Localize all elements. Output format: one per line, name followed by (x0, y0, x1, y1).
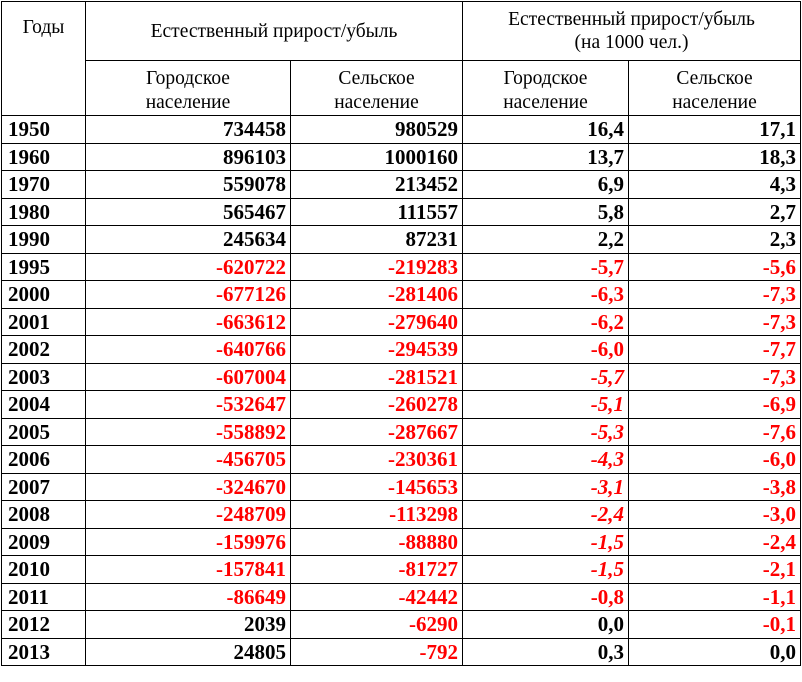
cell-rural-abs: -279640 (291, 308, 463, 336)
table-row (2, 143, 801, 171)
cell-rural-rate: -6,0 (629, 446, 801, 474)
cell-urban-rate: -4,3 (463, 446, 629, 474)
cell-urban-abs: -159976 (86, 528, 291, 556)
table-row (2, 418, 801, 446)
cell-rural-abs: -145653 (291, 473, 463, 501)
table-row (2, 611, 801, 639)
cell-rural-rate: -7,3 (629, 308, 801, 336)
cell-urban-rate: 5,8 (463, 198, 629, 226)
cell-urban-abs: 24805 (86, 638, 291, 666)
cell-urban-rate: 2,2 (463, 226, 629, 254)
cell-rural-rate: -5,6 (629, 253, 801, 281)
cell-urban-abs: 2039 (86, 611, 291, 639)
cell-year: 1990 (2, 226, 86, 254)
cell-year: 1960 (2, 143, 86, 171)
cell-year: 1970 (2, 171, 86, 199)
cell-rural-rate: -7,3 (629, 363, 801, 391)
cell-year: 2013 (2, 638, 86, 666)
cell-urban-rate: 6,9 (463, 171, 629, 199)
table-row (2, 281, 801, 309)
cell-rural-abs: -219283 (291, 253, 463, 281)
cell-urban-abs: -558892 (86, 418, 291, 446)
cell-rural-abs: -294539 (291, 336, 463, 364)
cell-rural-abs: -792 (291, 638, 463, 666)
cell-urban-rate: 13,7 (463, 143, 629, 171)
cell-year: 2008 (2, 501, 86, 529)
cell-urban-rate: -1,5 (463, 556, 629, 584)
table-row (2, 556, 801, 584)
rural-rate-header-line2: население (672, 92, 757, 113)
table-row (2, 528, 801, 556)
rural-rate-header-line1: Сельское (676, 68, 753, 89)
table-body (2, 116, 801, 666)
cell-rural-abs: -230361 (291, 446, 463, 474)
cell-urban-rate: -2,4 (463, 501, 629, 529)
cell-rural-rate: 18,3 (629, 143, 801, 171)
cell-year: 1950 (2, 116, 86, 144)
urban-rate-header-line2: население (503, 92, 588, 113)
table-row (2, 226, 801, 254)
cell-urban-abs: -248709 (86, 501, 291, 529)
cell-rural-rate: -2,4 (629, 528, 801, 556)
cell-year: 2001 (2, 308, 86, 336)
cell-urban-rate: -6,3 (463, 281, 629, 309)
cell-rural-rate: 0,0 (629, 638, 801, 666)
table-row (2, 253, 801, 281)
table-row (2, 336, 801, 364)
table-row (2, 198, 801, 226)
cell-rural-rate: -6,9 (629, 391, 801, 419)
natural-increase-table (1, 1, 801, 666)
cell-urban-abs: -324670 (86, 473, 291, 501)
cell-rural-rate: 2,3 (629, 226, 801, 254)
rate-group-header (463, 2, 801, 61)
cell-rural-rate: 17,1 (629, 116, 801, 144)
urban-abs-header (86, 61, 291, 116)
cell-rural-abs: 980529 (291, 116, 463, 144)
cell-urban-rate: 0,3 (463, 638, 629, 666)
cell-urban-rate: -5,7 (463, 363, 629, 391)
cell-urban-rate: -6,0 (463, 336, 629, 364)
cell-year: 2002 (2, 336, 86, 364)
cell-rural-abs: -81727 (291, 556, 463, 584)
urban-abs-header-line2: население (145, 92, 231, 113)
cell-urban-rate: -3,1 (463, 473, 629, 501)
cell-rural-rate: -3,8 (629, 473, 801, 501)
cell-rural-abs: -88880 (291, 528, 463, 556)
table-row (2, 583, 801, 611)
table-row (2, 308, 801, 336)
cell-year: 1980 (2, 198, 86, 226)
cell-rural-rate: -3,0 (629, 501, 801, 529)
rural-abs-header-line2: население (334, 92, 419, 113)
cell-rural-rate: 4,3 (629, 171, 801, 199)
cell-urban-abs: 734458 (86, 116, 291, 144)
cell-rural-abs: -113298 (291, 501, 463, 529)
cell-rural-abs: 111557 (291, 198, 463, 226)
cell-rural-rate: -2,1 (629, 556, 801, 584)
cell-rural-abs: -42442 (291, 583, 463, 611)
cell-rural-abs: 87231 (291, 226, 463, 254)
cell-urban-rate: -5,7 (463, 253, 629, 281)
cell-year: 2012 (2, 611, 86, 639)
table-row (2, 116, 801, 144)
table-row (2, 638, 801, 666)
cell-urban-rate: -1,5 (463, 528, 629, 556)
cell-rural-abs: -287667 (291, 418, 463, 446)
cell-urban-abs: 559078 (86, 171, 291, 199)
cell-year: 2004 (2, 391, 86, 419)
cell-urban-abs: -640766 (86, 336, 291, 364)
cell-year: 2003 (2, 363, 86, 391)
rate-group-header-line2: (на 1000 чел.) (574, 32, 689, 53)
rural-rate-header (629, 61, 801, 116)
cell-year: 2000 (2, 281, 86, 309)
cell-urban-rate: 0,0 (463, 611, 629, 639)
cell-urban-abs: -157841 (86, 556, 291, 584)
cell-urban-rate: 16,4 (463, 116, 629, 144)
cell-rural-abs: -6290 (291, 611, 463, 639)
cell-urban-abs: -532647 (86, 391, 291, 419)
cell-urban-rate: -5,1 (463, 391, 629, 419)
table-row (2, 446, 801, 474)
rate-group-header-line1: Естественный прирост/убыль (508, 9, 755, 30)
cell-year: 1995 (2, 253, 86, 281)
cell-urban-abs: -663612 (86, 308, 291, 336)
cell-rural-rate: 2,7 (629, 198, 801, 226)
cell-urban-abs: -620722 (86, 253, 291, 281)
cell-urban-abs: 896103 (86, 143, 291, 171)
cell-rural-abs: 213452 (291, 171, 463, 199)
rural-abs-header-line1: Сельское (338, 68, 415, 89)
cell-urban-rate: -5,3 (463, 418, 629, 446)
cell-urban-rate: -6,2 (463, 308, 629, 336)
cell-urban-abs: -86649 (86, 583, 291, 611)
cell-year: 2010 (2, 556, 86, 584)
cell-urban-abs: 565467 (86, 198, 291, 226)
cell-urban-abs: -677126 (86, 281, 291, 309)
cell-urban-abs: 245634 (86, 226, 291, 254)
urban-rate-header (463, 61, 629, 116)
cell-rural-rate: -7,6 (629, 418, 801, 446)
table-row (2, 473, 801, 501)
years-header: Годы (2, 2, 86, 116)
rural-abs-header (291, 61, 463, 116)
urban-rate-header-line1: Городское (503, 68, 588, 89)
cell-rural-abs: -281406 (291, 281, 463, 309)
cell-year: 2005 (2, 418, 86, 446)
cell-year: 2007 (2, 473, 86, 501)
table-row (2, 391, 801, 419)
cell-rural-rate: -1,1 (629, 583, 801, 611)
cell-rural-rate: -7,7 (629, 336, 801, 364)
cell-rural-abs: -260278 (291, 391, 463, 419)
urban-abs-header-line1: Городское (146, 68, 230, 89)
cell-urban-rate: -0,8 (463, 583, 629, 611)
cell-urban-abs: -456705 (86, 446, 291, 474)
cell-rural-abs: 1000160 (291, 143, 463, 171)
table-row (2, 363, 801, 391)
cell-year: 2006 (2, 446, 86, 474)
table-row (2, 501, 801, 529)
cell-rural-rate: -0,1 (629, 611, 801, 639)
cell-rural-abs: -281521 (291, 363, 463, 391)
cell-rural-rate: -7,3 (629, 281, 801, 309)
cell-urban-abs: -607004 (86, 363, 291, 391)
table-row (2, 171, 801, 199)
cell-year: 2011 (2, 583, 86, 611)
cell-year: 2009 (2, 528, 86, 556)
absolute-group-header: Естественный прирост/убыль (86, 2, 463, 61)
